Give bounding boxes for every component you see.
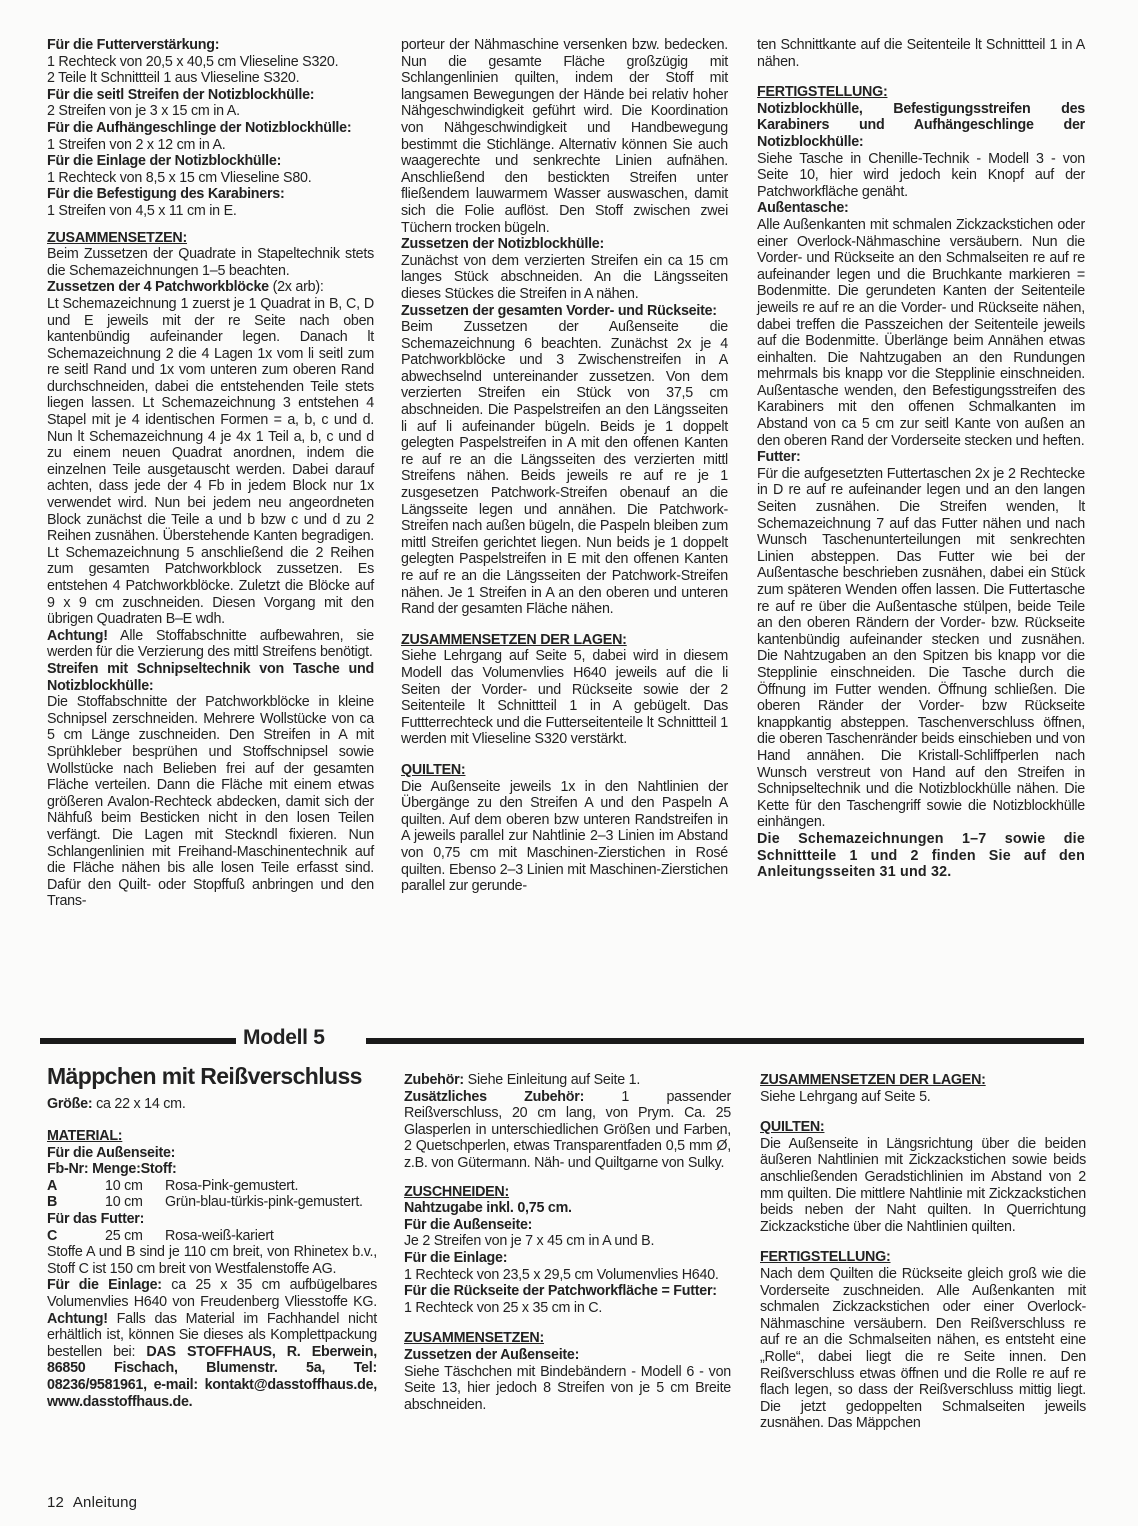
fb-header: Fb-Nr: Menge:Stoff: [47,1161,177,1178]
cut-list-item: 2 Streifen von je 3 x 15 cm in A. [47,103,240,120]
futter-text: Für die aufgesetzten Futtertaschen 2x je 2 Rechtecke in D re auf re aufeinander legen und an den langen Seiten zusnähen. Die Streifen wenden, lt Schemazeichnung 7 auf das Futter nähen und nach Wunsch Taschenunterteilungen mit senkrechten Linien absteppen. Das Futter wie bei der Außentasche beschrieben zusnähen, dabei ein Stück zum späteren Wenden offen lassen. Die Futtertasche re auf re über die Außentasche stülpen, beide Teile an den oberen Rändern der Vorder- bzw. Rückseite kantenbündig aufeinander stecken und zusnähen. Die Nahtzugaben an den Spitzen bis knapp vor die Stepplinie einschneiden. Die Tasche durch die Öffnung im Futter wenden. Öffnung schließen. Die oberen Ränder der Vorder- bzw Rückseite knappkantig absteppen. Taschenverschluss öffnen, die oberen Taschenränder beids einschieben und von Hand annähen. Die Kristall-Schliffperlen nach Wunsch verstreut von Hand auf den Streifen in Schnipseltechnik und die Notizblockhülle nähen. Die Kette für den Taschengriff sowie die Notizblockhülle einhängen. [757,465,1085,831]
zuschneiden-aussen-heading: Für die Außenseite: [404,1216,533,1233]
material-aussen-heading: Für die Außenseite: [47,1144,176,1161]
lagen-text: Siehe Lehrgang auf Seite 5, dabei wird in diesem Modell das Volumenvlies H640 jeweils auf die li Seiten der Vorder- und Rückseite sowie der 2 Seitenteile lt Schnittteil 1 in A gebügelt. Das Futtterrechteck und die Futterseitenteile lt Schnittteil 1 werden mit Vlieseline S320 verstärkt. [401,648,728,748]
cut-list-item: 1 Rechteck von 20,5 x 40,5 cm Vlieseline S320. [47,53,339,70]
page-footer [47,1494,137,1511]
cut-list-heading: Für die Futterverstärkung: [47,37,220,53]
lower-column-1 [47,1128,377,1410]
fabric-row [47,1194,365,1211]
aussentasche-heading: Außentasche: [757,200,849,217]
material-achtung-label: Achtung! [47,1310,108,1327]
einlage-text: ca 25 x 35 cm aufbügelbares Volumenvlies H640 von Freudenberg Vliesstoffe KG. [47,1277,377,1310]
zusammensetzen-heading: ZUSAMMENSETZEN: [47,229,188,246]
zusaetzliches-zubehoer-text: 1 passender Reißverschluss, 20 cm lang, von Prym. Ca. 25 Glasperlen in unterschiedlichen Größen und Farben, 2 Quetschperlen, etwas Transparentfaden 0,5 mm Ø, z.B. von Gütermann. Näh- und Quiltgarne von Sulky. [404,1088,731,1171]
fertigstellung-heading: FERTIGSTELLUNG: [757,84,888,101]
fabric-row [47,1178,365,1195]
lower-zusammensetzen-heading: ZUSAMMENSETZEN: [404,1330,545,1347]
fabric-amount: 25 cm [105,1227,143,1244]
section-rule-right [366,1038,1084,1044]
fabric-description: Grün-blau-türkis-pink-gemustert. [165,1194,363,1211]
stoffe-text: Stoffe A und B sind je 110 cm breit, von Rhinetex b.v., Stoff C ist 150 cm breit von Westfalenstoffe AG. [47,1244,377,1277]
aussentasche-text: Alle Außenkanten mit schmalen Zickzackstichen oder einer Overlock-Nähmaschine versäubern. Nun die Vorder- und Rückseite an den Schmalseiten re auf re aufeinander legen und die Bruchkante markieren = Bodenmitte. Die gerundeten Kanten der Seitenteile jeweils re auf re an die Vorder- und Rückseite nähen, dabei treffen die Passzeichen der Seitenteile jeweils auf die Bodenmitte. Überlänge beim Annähen etwas einhalten. Die Nahtzugaben an den Rundungen mehrmals bis knapp vor die Stepplinie einschneiden. Außentasche wenden, den Befestigungsstreifen des Karabiners mit den offenen Schmalkanten im Abstand von ca 5 cm zur seitl Kante von außen an den oberen Rand der Vorderseite stecken und heften. [757,216,1085,449]
cut-list-item: 2 Teile lt Schnittteil 1 aus Vlieseline S320. [47,70,300,87]
footer-section: Anleitung [72,1494,138,1511]
schnipsel-text: Die Stoffabschnitte der Patchworkblöcke in kleine Schnipsel zerschneiden. Mehrere Wollstücke von ca 5 cm Länge zuschneiden. Den Streifen in A mit Sprühkleber besprühen und Stoffschnipsel sowie Wollstücke nach Belieben frei auf der gesamten Fläche verteilen. Dann die Fläche mit einem etwas größeren Avalon-Rechteck abdecken, damit sich der Nähfuß beim Besticken nicht in den losen Teilen verfängt. Die Lagen mit Steckndl fixieren. Nun Schlangenlinien mit Freihand-Maschinentechnik auf die Fläche nähen bis alle losen Teile erfasst sind. Dafür den Quilt- oder Stopffuß anbringen und den Trans- [47,694,374,910]
zusaetzliches-zubehoer-paragraph [404,1089,731,1172]
notizblock-heading: Zussetzen der Notizblockhülle: [401,236,605,253]
col3-continuation: ten Schnittkante auf die Seitenteile lt Schnittteil 1 in A nähen. [757,37,1085,70]
lower-lagen-heading: ZUSAMMENSETZEN DER LAGEN: [760,1072,986,1088]
notizblock-befestigung-heading: Notizblockhülle, Befestigungsstreifen des Karabiners und Aufhängeschlinge der Notizblockhülle: [757,100,1085,150]
futter-heading: Futter: [757,449,801,466]
zubehoer-label: Zubehör: [404,1072,464,1088]
fabric-description: Rosa-weiß-kariert [165,1227,274,1244]
zuschneiden-rueck-text: 1 Rechteck von 25 x 35 cm in C. [404,1299,603,1316]
fabric-amount: 10 cm [105,1194,143,1211]
size-value: ca 22 x 14 cm. [92,1096,186,1112]
lower-zusammensetzen-text: Siehe Täschchen mit Bindebändern - Modell 6 - von Seite 13, hier jedoch 8 Streifen von je 5 cm Breite abschneiden. [404,1363,731,1413]
patchwork-text: Lt Schemazeichnung 1 zuerst je 1 Quadrat in B, C, D und E jeweils mit der re Seite nach oben kantenbündig aufeinander legen. Danach lt Schemazeichnung 2 die 4 Lagen 1x vom li seitl zum re seitl Rand und 1x vom unteren zum oberen Rand durchschneiden, dabei die entstehenden Teile stets liegen lassen. Lt Schemazeichnung 3 entstehen 4 Stapel mit je 4 identischen Formen = a, b, c und d. Nun lt Schemazeichnung 4 je 4x 1 Teil a, b, c und d zu einem neuen Quadrat anordnen, indem die einzelnen Teile ausgetauscht werden. Dabei darauf achten, dass jede der 4 Fb in jedem Block nur 1x verwendet wird. Nun bei jedem neu angeordneten Block zunächst die Teile a und b bzw c und d zu 2 Reihen zusnähen. Überstehende Kanten begradigen. Lt Schemazeichnung 5 anschließend die 2 Reihen zum gesamten Patchworkblock zussetzen. Es entstehen 4 Patchworkblöcke. Zuletzt die Blöcke auf 9 x 9 cm zuschneiden. Diesen Vorgang mit den übrigen Quadraten B–E wdh. [47,295,374,628]
zubehoer-text: Siehe Einleitung auf Seite 1. [463,1072,641,1088]
column-1 [47,37,374,910]
column-3 [757,37,1085,881]
zubehoer-paragraph [404,1072,731,1089]
cut-list-heading: Für die seitl Streifen der Notizblockhülle: [47,86,315,103]
cut-list-item: 1 Rechteck von 8,5 x 15 cm Vlieseline S80. [47,169,312,186]
vorder-rueck-heading: Zussetzen der gesamten Vorder- und Rückseite: [401,302,717,319]
cut-list-heading: Für die Aufhängeschlinge der Notizblockhülle: [47,119,352,136]
fabric-description: Rosa-Pink-gemustert. [165,1177,299,1194]
fabric-row [47,1228,365,1245]
lower-column-3 [760,1072,1086,1432]
fabric-code: C [47,1227,58,1244]
fabric-amount: 10 cm [105,1177,143,1194]
zuschneiden-einlage-text: 1 Rechteck von 23,5 x 29,5 cm Volumenvlies H640. [404,1266,719,1283]
col2-continuation: porteur der Nähmaschine versenken bzw. bedecken. Nun die gesamte Fläche großzügig mit Schlangenlinien quilten, indem der Stoff mit langsamen Bewegungen der Hände bei relativ hoher Nähgeschwindigkeit geführt wird. Die Koordination von Nähgeschwindigkeit und Handbewegung bestimmt die Stichlänge. Alternativ können Sie auch waagerechte und senkrechte Linien aufnähen. Anschließend den bestickten Streifen unter fließendem lauwarmem Wasser auswaschen, damit sich die Folie auflöst. Den Stoff zwischen zwei Tüchern trocken bügeln. [401,37,728,236]
cut-list-item: 1 Streifen von 4,5 x 11 cm in E. [47,202,237,219]
supplier-address: DAS STOFFHAUS, R. Eberwein, 86850 Fischach, Blumenstr. 5a, Tel: 08236/9581961, e-mail: kontakt@dasstoffhaus.de, www.dasstoffhaus.de. [47,1343,377,1410]
zuschneiden-rueck-heading: Für die Rückseite der Patchworkfläche = Futter: [404,1283,717,1300]
fabric-table-aussen [47,1178,365,1211]
vorder-rueck-text: Beim Zussetzen der Außenseite die Schemazeichnung 6 beachten. Zunächst 2x je 4 Patchworkblöcke und 3 Zwischenstreifen in A abwechselnd untereinander zussetzen. Von dem verzierten Streifen ein Stück von 37,5 cm abschneiden. Die Paspelstreifen an den Längsseiten li auf li aufeinander bügeln. Beids je 1 doppelt gelegten Paspelstreifen in A mit den offenen Kanten re auf re an die Längsseiten des verzierten mittl Streifens nähen. Beids jeweils re auf re je 1 zusgesetzen Patchwork-Streifen obenauf an die Längsseite legen und annähen. Die Patchwork-Streifen nach außen bügeln, die Paspeln bleiben zum mittl Streifen gerichtet liegen. Nun beids je 1 doppelt gelegten Paspelstreifen in E mit den offenen Kanten re auf re an die Längsseiten der Patchwork-Streifen nähen. Je 1 Streifen in A an den oberen und unteren Rand der gesamten Fläche nähen. [401,319,728,618]
nahtzugabe: Nahtzugabe inkl. 0,75 cm. [404,1200,572,1217]
column-2 [401,37,728,895]
quilten-heading: QUILTEN: [401,761,466,778]
achtung-text: Alle Stoffabschnitte aufbewahren, sie werden für die Verzierung des mittl Streifens benötigt. [47,627,374,661]
lower-fertigstellung-heading: FERTIGSTELLUNG: [760,1249,891,1266]
lower-lagen-text: Siehe Lehrgang auf Seite 5. [760,1088,931,1105]
fabric-code: B [47,1194,58,1211]
fabric-table-futter [47,1228,365,1245]
cut-list-heading: Für die Einlage der Notizblockhülle: [47,153,282,170]
lower-quilten-text: Die Außenseite in Längsrichtung über die beiden äußeren Nahtlinien mit Zickzackstichen sowie beids anschließenden Geradstichlinien im Abstand von 2 mm quilten. Die mittlere Nahtlinie mit Zickzackstichen beids neben der Naht quilten. In Querrichtung Zickzackstiche über die Nahtlinien quilten. [760,1135,1086,1235]
quilten-text: Die Außenseite jeweils 1x in den Nahtlinien der Übergänge zu den Streifen A und den Paspeln A quilten. Auf dem oberen bzw unteren Randstreifen in A jeweils parallel zur Nahtlinie 2–3 Linien im Abstand von 0,75 cm mit Maschinen-Zierstichen in Rosé quilten. Ebenso 2–3 Linien mit Maschinen-Zierstichen parallel zur gerunde- [401,778,728,895]
lagen-heading: ZUSAMMENSETZEN DER LAGEN: [401,631,627,648]
fabric-cut-list [47,37,374,220]
model-size [47,1096,186,1112]
fabric-code: A [47,1177,58,1194]
patchwork-heading: Zussetzen der 4 Patchworkblöcke [47,279,269,296]
zusammensetzen-intro: Beim Zussetzen der Quadrate in Stapeltechnik stets die Schemazeichnungen 1–5 beachten. [47,246,374,279]
zuschneiden-heading: ZUSCHNEIDEN: [404,1183,510,1200]
model-label: Modell 5 [243,1026,325,1049]
lower-fertigstellung-text: Nach dem Quilten die Rückseite gleich groß wie die Vorderseite zuschneiden. Alle Außenkanten mit schmalen Zickzackstichen oder einer Overlock-Nähmaschine versäubern. Den Reißverschluss re auf re an die Schmalseiten nähen, es entsteht eine „Rolle“, dabei liegt die re Seite innen. Den Reißverschluss etwas öffnen und die Rolle re auf re flach legen, so dass der Reißverschluss mittig liegt. Die jetzt gedoppelten Schmalseiten jeweils zusnähen. Das Mäppchen [760,1265,1086,1432]
zuschneiden-aussen-text: Je 2 Streifen von je 7 x 45 cm in A und B. [404,1233,655,1250]
patchwork-heading-line [47,279,374,296]
section-rule-left [40,1038,236,1044]
achtung-paragraph [47,628,374,661]
lower-column-2 [404,1072,731,1413]
einlage-label: Für die Einlage: [47,1277,162,1294]
zusaetzliches-zubehoer-label: Zusätzliches Zubehör: [404,1088,585,1105]
zuschneiden-einlage-heading: Für die Einlage: [404,1249,508,1266]
einlage-paragraph [47,1277,377,1410]
lower-quilten-heading: QUILTEN: [760,1119,825,1136]
lower-zusammensetzen-sub: Zussetzen der Außenseite: [404,1346,580,1363]
schnipsel-heading: Streifen mit Schnipseltechnik von Tasche und Notizblockhülle: [47,660,374,694]
page-number: 12 [47,1494,65,1511]
achtung-label: Achtung! [47,627,108,644]
material-heading: MATERIAL: [47,1128,123,1144]
notizblock-text: Zunächst von dem verzierten Streifen ein ca 15 cm langes Stück abschneiden. An die Längsseiten dieses Stückes die Streifen in A nähen. [401,252,728,302]
cut-list-item: 1 Streifen von 2 x 12 cm in A. [47,136,226,153]
material-achtung-text: Falls das Material im Fachhandel nicht erhältlich ist, können Sie dieses als Komplettpackung bestellen bei: [47,1310,377,1360]
notizblock-befestigung-text: Siehe Tasche in Chenille-Technik - Modell 3 - von Seite 10, hier wird jedoch kein Knopf auf der Patchworkfläche genäht. [757,150,1085,200]
material-futter-heading: Für das Futter: [47,1210,145,1227]
cut-list-heading: Für die Befestigung des Karabiners: [47,186,285,203]
size-label: Größe: [47,1096,93,1112]
model-title: Mäppchen mit Reißverschluss [47,1063,362,1089]
patchwork-heading-note: (2x arb): [268,279,324,296]
schemazeichnungen-note: Die Schemazeichnungen 1–7 sowie die Schnittteile 1 und 2 finden Sie auf den Anleitungsseiten 31 und 32. [757,830,1085,881]
